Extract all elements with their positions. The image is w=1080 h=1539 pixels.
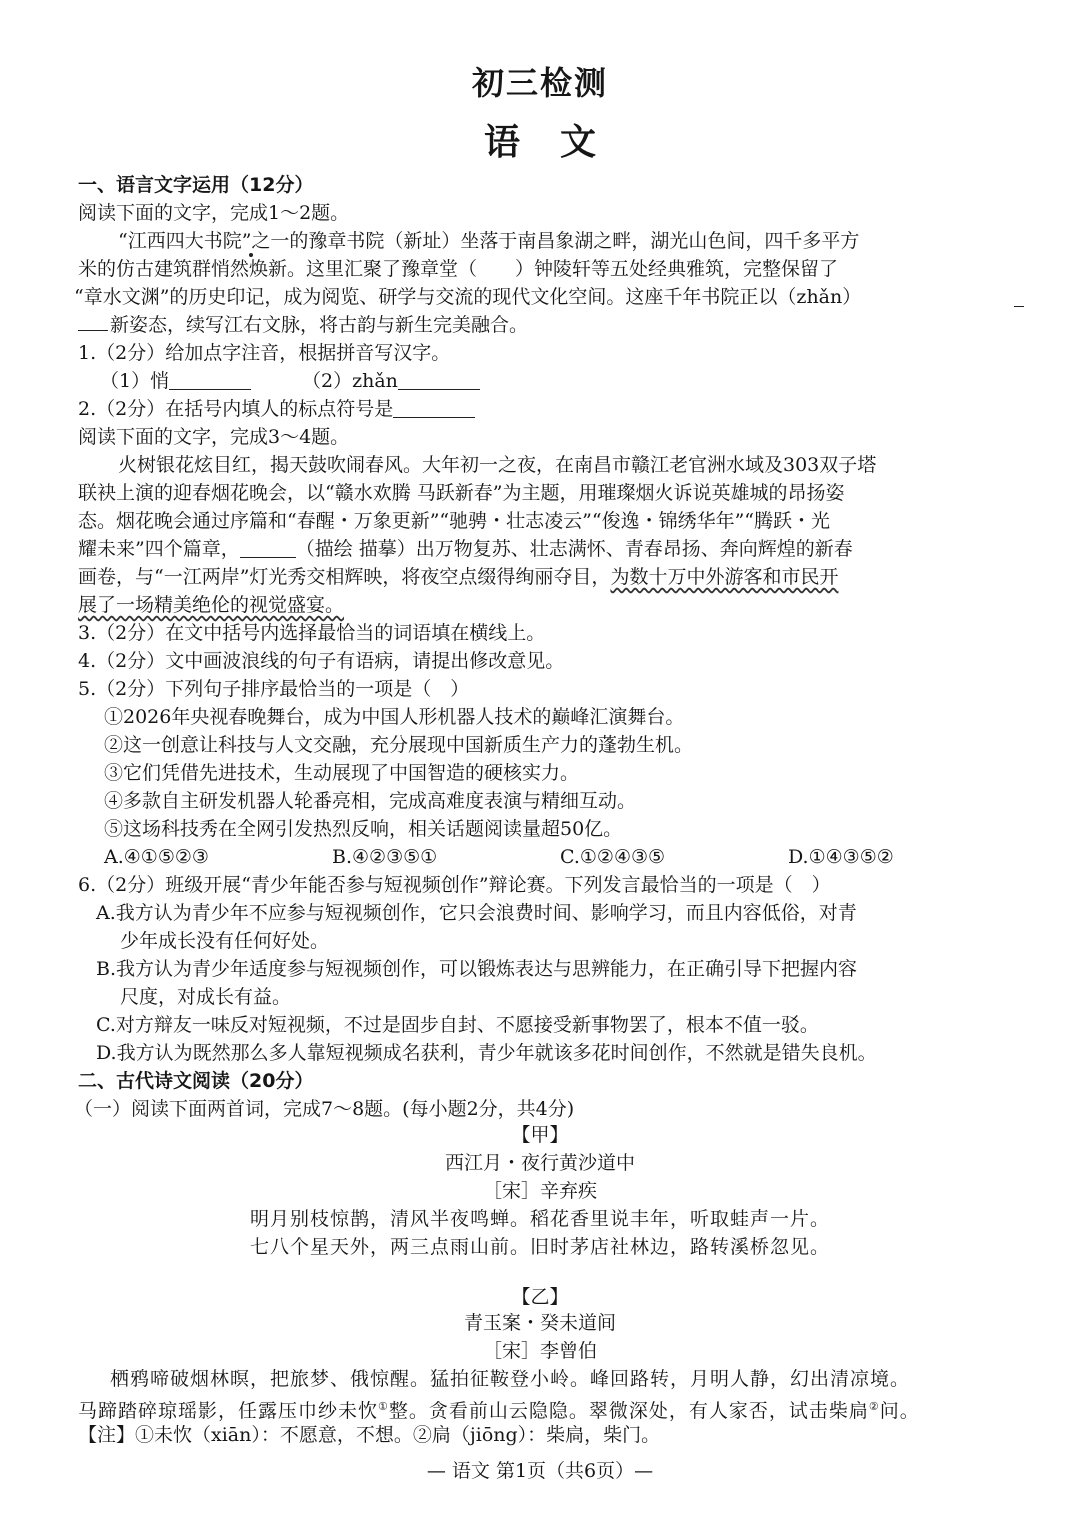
wavy-sentence-part1: 为数十万中外游客和市民开 xyxy=(610,566,839,588)
passage-b-line2: 联袂上演的迎春烟花晚会，以“赣水欢腾 马跃新春”为主题，用璀璨烟火诉说英雄城的昂扬姿 xyxy=(78,482,845,504)
exam-title: 初三检测 xyxy=(471,64,608,102)
emphasis-dot xyxy=(249,253,253,257)
poem-b-line2 xyxy=(78,1394,920,1424)
passage-b-line4-head: 耀未来”四个篇章， xyxy=(78,538,240,560)
poem-a-label: 【甲】 xyxy=(511,1124,569,1146)
q6-option-b-line2: 尺度，对成长有益。 xyxy=(120,986,292,1008)
poem-b-author: ［宋］李曾伯 xyxy=(482,1340,597,1362)
passage-b-line4 xyxy=(78,536,853,562)
poem-b-note: 【注】①未忺（xiān）：不愿意，不想。②扃（jiōng）：柴扃，柴门。 xyxy=(78,1424,661,1446)
note-mark-2: ② xyxy=(868,1400,880,1413)
question-4: 4.（2分）文中画波浪线的句子有语病，请提出修改意见。 xyxy=(78,650,565,672)
intro-q1-2: 阅读下面的文字，完成1～2题。 xyxy=(78,202,350,224)
q6-option-a-line1: A.我方认为青少年不应参与短视频创作，它只会浪费时间、影响学习，而且内容低俗，对青 xyxy=(96,902,857,924)
poem-b-title: 青玉案・癸未道间 xyxy=(463,1312,616,1334)
note-mark-1: ① xyxy=(378,1400,389,1413)
question-1-part-a xyxy=(100,368,251,394)
passage-a-line1: “江西四大书院”之一的豫章书院（新址）坐落于南昌象湖之畔，湖光山色间，四千多平方 xyxy=(118,230,860,252)
passage-a-line3: “章水文渊”的历史印记，成为阅览、研学与交流的现代文化空间。这座千年书院正以（zhǎn） xyxy=(74,286,862,308)
q1-part-a-blank xyxy=(169,371,251,390)
poem-b-line2-part1: 马蹄踏碎琼瑶影，任露压巾纱未忺 xyxy=(78,1400,379,1422)
section2-heading: 二、古代诗文阅读（20分） xyxy=(78,1070,314,1092)
q6-option-b-line1: B.我方认为青少年适度参与短视频创作，可以锻炼表达与思辨能力，在正确引导下把握内容 xyxy=(96,958,858,980)
passage-b-line1: 火树银花炫目红，揭天鼓吹闹春风。大年初一之夜，在南昌市赣江老官洲水域及303双子塔 xyxy=(118,454,877,476)
q5-sentence-4: ④多款自主研发机器人轮番亮相，完成高难度表演与精细互动。 xyxy=(104,790,637,812)
q5-option-b: B.④②③⑤① xyxy=(332,846,438,868)
question-1: 1.（2分）给加点字注音，根据拼音写汉字。 xyxy=(78,342,451,364)
q1-part-a-label: （1）悄 xyxy=(100,370,170,392)
q5-option-c: C.①②④③⑤ xyxy=(560,846,666,868)
passage-b-line3: 态。烟花晚会通过序篇和“春醒・万象更新”“驰骋・壮志凌云”“俊逸・锦绣华年”“腾跃・光 xyxy=(78,510,830,532)
poem-a-line1: 明月别枝惊鹊，清风半夜鸣蝉。稻花香里说丰年，听取蛙声一片。 xyxy=(249,1208,830,1230)
poem-a-title: 西江月・夜行黄沙道中 xyxy=(444,1152,635,1174)
q3-answer-blank xyxy=(240,539,296,558)
poem-b-line2-part2: 整。贪看前山云隐隐。翠微深处，有人家否，试击柴扃 xyxy=(388,1400,869,1422)
question-5: 5.（2分）下列句子排序最恰当的一项是（ ） xyxy=(78,678,470,700)
q5-option-d: D.①④③⑤② xyxy=(788,846,894,868)
poem-b-label: 【乙】 xyxy=(511,1286,569,1308)
poem-a-author: ［宋］辛弃疾 xyxy=(482,1180,597,1202)
passage-b-line4-tail: （描绘 描摹）出万物复苏、壮志满怀、青春昂扬、奔向辉煌的新春 xyxy=(295,538,853,560)
q5-sentence-2: ②这一创意让科技与人文交融，充分展现中国新质生产力的蓬勃生机。 xyxy=(104,734,694,756)
question-2 xyxy=(78,396,475,422)
poem-a-line2: 七八个星天外，两三点雨山前。旧时茅店社林边，路转溪桥忽见。 xyxy=(249,1236,830,1258)
subject-title: 语文 xyxy=(483,122,636,163)
poem-b-line2-part3: 问。 xyxy=(879,1400,920,1422)
passage-b-line5-head: 画卷，与“一江两岸”灯光秀交相辉映，将夜空点缀得绚丽夺目， xyxy=(78,566,611,588)
intro-q3-4: 阅读下面的文字，完成3～4题。 xyxy=(78,426,350,448)
passage-b-line5 xyxy=(78,564,838,590)
passage-a-line2: 米的仿古建筑群悄然焕新。这里汇聚了豫章堂（ ）钟陵轩等五处经典雅筑，完整保留了 xyxy=(78,258,839,280)
question-3: 3.（2分）在文中括号内选择最恰当的词语填在横线上。 xyxy=(78,622,546,644)
q1-part-b-blank xyxy=(398,371,480,390)
q6-option-a-line2: 少年成长没有任何好处。 xyxy=(120,930,330,952)
passage-a-line4: 新姿态，续写江右文脉，将古韵与新生完美融合。 xyxy=(110,314,529,336)
question-1-part-b xyxy=(302,368,480,394)
q6-option-d: D.我方认为既然那么多人靠短视频成名获利，青少年就该多花时间创作，不然就是错失良机。 xyxy=(96,1042,877,1064)
q5-sentence-3: ③它们凭借先进技术，生动展现了中国智造的硬核实力。 xyxy=(104,762,580,784)
q1-part-b-label: （2）zhǎn xyxy=(302,370,398,392)
wavy-sentence-part2: 展了一场精美绝伦的视觉盛宴。 xyxy=(78,594,345,616)
passage-b-line6 xyxy=(78,592,344,618)
q5-sentence-5: ⑤这场科技秀在全网引发热烈反响，相关话题阅读量超50亿。 xyxy=(104,818,623,840)
q5-sentence-1: ①2026年央视春晚舞台，成为中国人形机器人技术的巅峰汇演舞台。 xyxy=(104,706,685,728)
q6-option-c: C.对方辩友一味反对短视频，不过是固步自封、不愿接受新事物罢了，根本不值一驳。 xyxy=(96,1014,819,1036)
q2-blank xyxy=(393,399,475,418)
q5-option-a: A.④①⑤②③ xyxy=(104,846,209,868)
question-6: 6.（2分）班级开展“青少年能否参与短视频创作”辩论赛。下列发言最恰当的一项是（ ） xyxy=(78,874,831,896)
section1-heading: 一、语言文字运用（12分） xyxy=(78,174,314,196)
answer-blank-zhan xyxy=(78,312,108,331)
poem-b-line1: 栖鸦啼破烟林暝，把旅梦、俄惊醒。猛拍征鞍登小岭。峰回路转，月明人静，幻出清凉境。 xyxy=(110,1368,911,1390)
answer-blank-zhan-end xyxy=(1014,288,1024,307)
section2-sub-heading: （一）阅读下面两首词，完成7～8题。(每小题2分，共4分) xyxy=(74,1098,575,1120)
page-footer: — 语文 第1页（共6页）— xyxy=(426,1460,654,1482)
question-2-text: 2.（2分）在括号内填人的标点符号是 xyxy=(78,398,394,420)
